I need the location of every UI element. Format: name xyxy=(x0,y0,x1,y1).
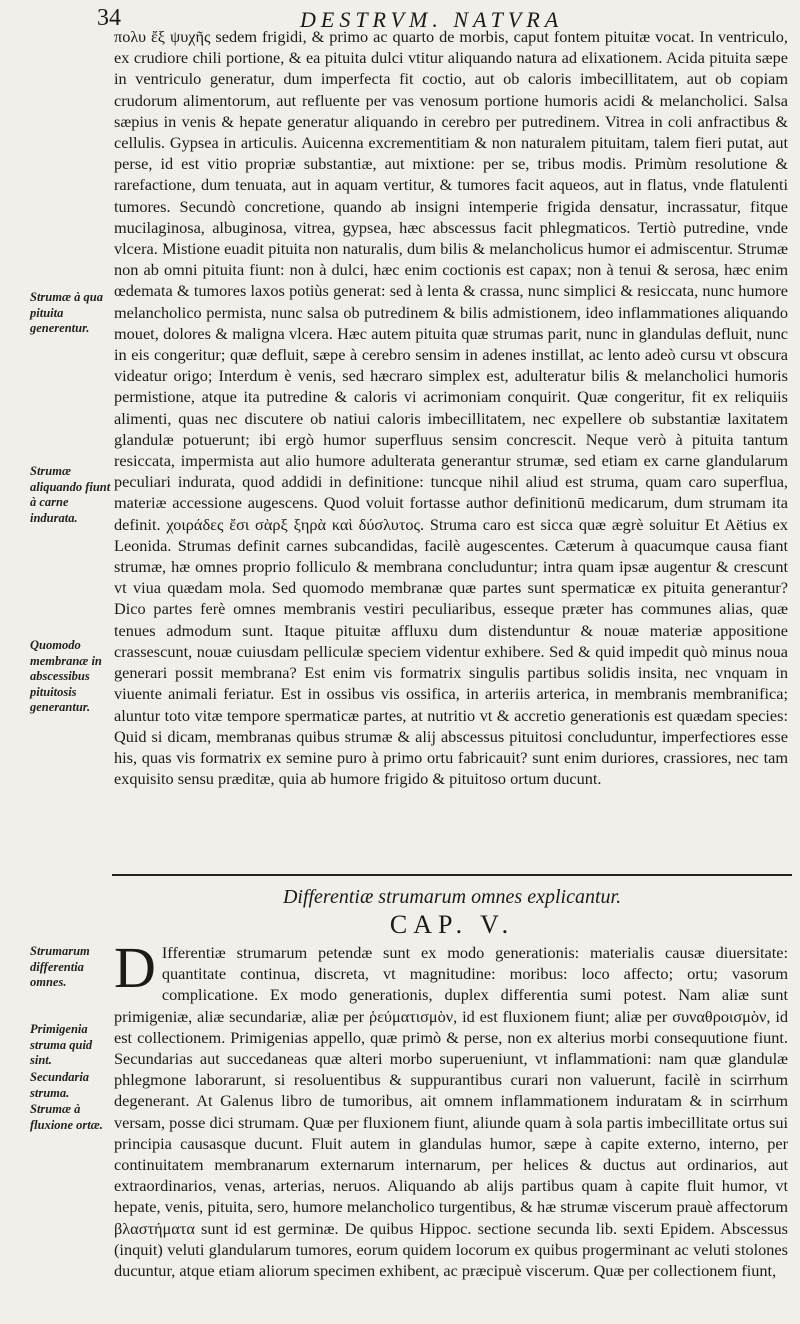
margin-note-1: Strumæ à qua pituita generentur. xyxy=(30,290,103,335)
margin-note-4: Strumarum differentia omnes. xyxy=(30,944,90,989)
paragraph-1: πολυ ἔξ ψυχῆς sedem frigidi, & primo ac quarto de morbis, caput fontem pituitæ vocat. In ventriculo, ex crudiore chili portione, & ea pituita dulci vtitur aliquando natura ad elixationem. Acida pituita sæpe in ventriculo generatur, dum imperfecta fit coctio, aut ob caloris imbecillitatem, aut ob copiam crudorum alimentorum, aut refluente per vas venosum portione humoris acidi & melancholici. Salsa sæpius in venis & hepate generatur aliquando in cerebro per putredinem. Vitrea in coli anfractibus & cellulis. Gypsea in articulis. Auicenna excrementitiam & non naturalem pituitam, talem fieri putat, aut perse, id est vitio propriæ substantiæ, aut mixtione: per se, tribus modis. Primùm resolutione & rarefactione, dum tenuata, aut in aquam vertitur, & tumores facit aqueos, aut in flatus, vnde flatulenti tumores. Secundò concretione, quando ab insigni intemperie frigida densatur, incrassatur, fitque mucilaginosa, albuginosa, vitrea, gypsea, hæc abscessus facit phlegmaticos. Tertiò putredine, vnde vlcera. Mistione euadit pituita non naturalis, dum bilis & melancholicus humor ei admiscentur. Strumæ non ab omni pituita fiunt: non à dulci, hæc enim coctionis est capax; non à tenui & serosa, hæc enim œdemata & tumores laxos potiùs generat: sed à lenta & crassa, nunc simplici & resiccata, nunc humore melancholico permista, nunc salsa ob putredinem & bilis admistionem, ideo inflammationes aliquando mouet, dolores & maligna vlcera. Hæc autem pituita quæ strumas parit, nunc in glandulas defluit, nunc in eis congeritur; quæ defluit, sæpe à cerebro sensim in adenes instillat, ac lento adeò cursu vt obscura videatur origo; Interdum è venis, sed hæcraro simplex est, adulteratur bilis & melancholici humoris permistione, atque ita putredine & caloris vi acrimoniam conquirit. Quæ congeritur, fit ex reliquiis alimenti, quas nec discutere ob natiui caloris imbecillitatem, nec expellere ob substantiæ laxitatem glandulæ potuerunt; ibi ergò humor superfluus sensim concrescit. Neque verò à pituita tantum resiccata, impermista aut alio humore adulterata generantur strumæ, sed etiam ex carne glandularum peculiari indurata, quod addidi in definitione: tuncque nihil aliud est struma, quam caro superflua, materiæ accessione augescens. Quod voluit fortasse author definitionū medicarum, dum strumam ita definit. χοιράδες ἔσι σὰρξ ξηρὰ καὶ δύσλυτος. Struma caro est sicca quæ ægrè soluitur Et Aëtius ex Leonida. Strumas definit carnes subcandidas, facilè augescentes. Cæterum à quacumque causa fiant strumæ, hæ omnes proprio folliculo & membrana concluduntur; intra quam ipsæ augentur & crescunt vt viua quædam mola. Sed quomodo membranæ quæ partes sunt spermaticæ ex pituita generantur? Dico partes ferè omnes membranis vestiri peculiaribus, esseque præter has communes alias, quæ tenues admodum sunt. Itaque pituitæ affluxu dum distenduntur & nouæ materiæ appositione crassescunt, nouæ cuiusdam pelliculæ speciem videntur exhibere. Sed & quid impedit quò minus noua generari possit membrana? Est enim vis formatrix singulis partibus solidis insita, nec vnquam in viuente animali feriatur. Est in ossibus vis ossifica, in arteriis arterica, in membranis membranifica; aluntur toto vitæ tempore spermaticæ partes, at nutritio vt & accretio generationis est quædam species: Quid si dicam, membranas quibus strumæ & alij abscessus pituitosi concluduntur, imperfectiores esse his, quas vis formatrix ex semine puro à primo ortu fabricauit? sunt enim duriores, crassiores, nec tam exquisito sensu præditæ, quia ab humore frigido & pituitoso ortum ducunt. xyxy=(114,27,788,789)
running-title: DESTRVM. NATVRA xyxy=(300,7,564,32)
page-number: 34 xyxy=(97,5,121,31)
margin-note-7: Strumæ à fluxione ortæ. xyxy=(30,1102,103,1132)
body-text-part1 xyxy=(114,26,788,789)
chapter-heading: CAP. V. xyxy=(389,910,515,939)
body-text-part2 xyxy=(114,935,788,1281)
margin-note-2: Strumæ aliquando fiunt à carne indurata. xyxy=(30,464,111,525)
paragraph-2: Ifferentiæ strumarum petendæ sunt ex modo generationis: materialis causæ diuersitate: quantitate continua, discreta, vt magnitudine: moribus: loco affecto; ortu; vasorum complicatione. Ex modo generationis, duplex differentia sumi potest. Nam aliæ sunt primigeniæ, aliæ secundariæ, aliæ per ῥεύματισμὸν, id est fluxionem fiunt; aliæ per συναθροισμὸν, id est collectionem. Primigenias appello, quæ primò & perse, non ex alterius morbi consequutione fiunt. Secundarias aut succedaneas quæ alteri morbo superueniunt, vt inflammationi: nam quæ glandulæ phlegmone laborarunt, si resoluentibus & suppurantibus curari non valuerunt, facilè in scirrhum degenerant. At Galenus libro de tumoribus, ait omnem inflammationem induratam & in scirrhum versam, posse dici strumam. Quæ per fluxionem fiunt, aliunde quam à sola partis imbecillitate ortus sui principia causasque ducunt. Fluit autem in glandulas humor, sæpe à capite externo, interno, per continuitatem membranarum externarum internarum, per helices & ductus aut ordinarios, aut extraordinarios, venas, arterias, neruos. Aliquando ab alijs partibus quam à capite fluit humor, vt hepate, venis, pituita, sero, humore melancholico turgentibus, & hæ strumæ viscerum prauè affectorum βλαστήματα sunt id est germinæ. De quibus Hippoc. sectione secunda lib. sexti Epidem. Abscessus (inquit) veluti glandularum tumores, eorum quidem locorum ex quibus progerminant ac veluti stolones ducuntur, atque etiam aliorum specimen exhibent, ac præcipuè viscerum. Quæ per collectionem fiunt, xyxy=(114,943,788,1281)
margin-note-3: Quomodo membranæ in abscessibus pituitosis generantur. xyxy=(30,638,102,714)
section-divider xyxy=(112,874,792,876)
margin-note-6: Secundaria struma. xyxy=(30,1070,90,1100)
drop-cap: D xyxy=(114,935,156,1000)
section-heading: Differentiæ strumarum omnes explicantur. xyxy=(282,886,622,908)
margin-note-5: Primigenia struma quid sint. xyxy=(30,1022,93,1067)
